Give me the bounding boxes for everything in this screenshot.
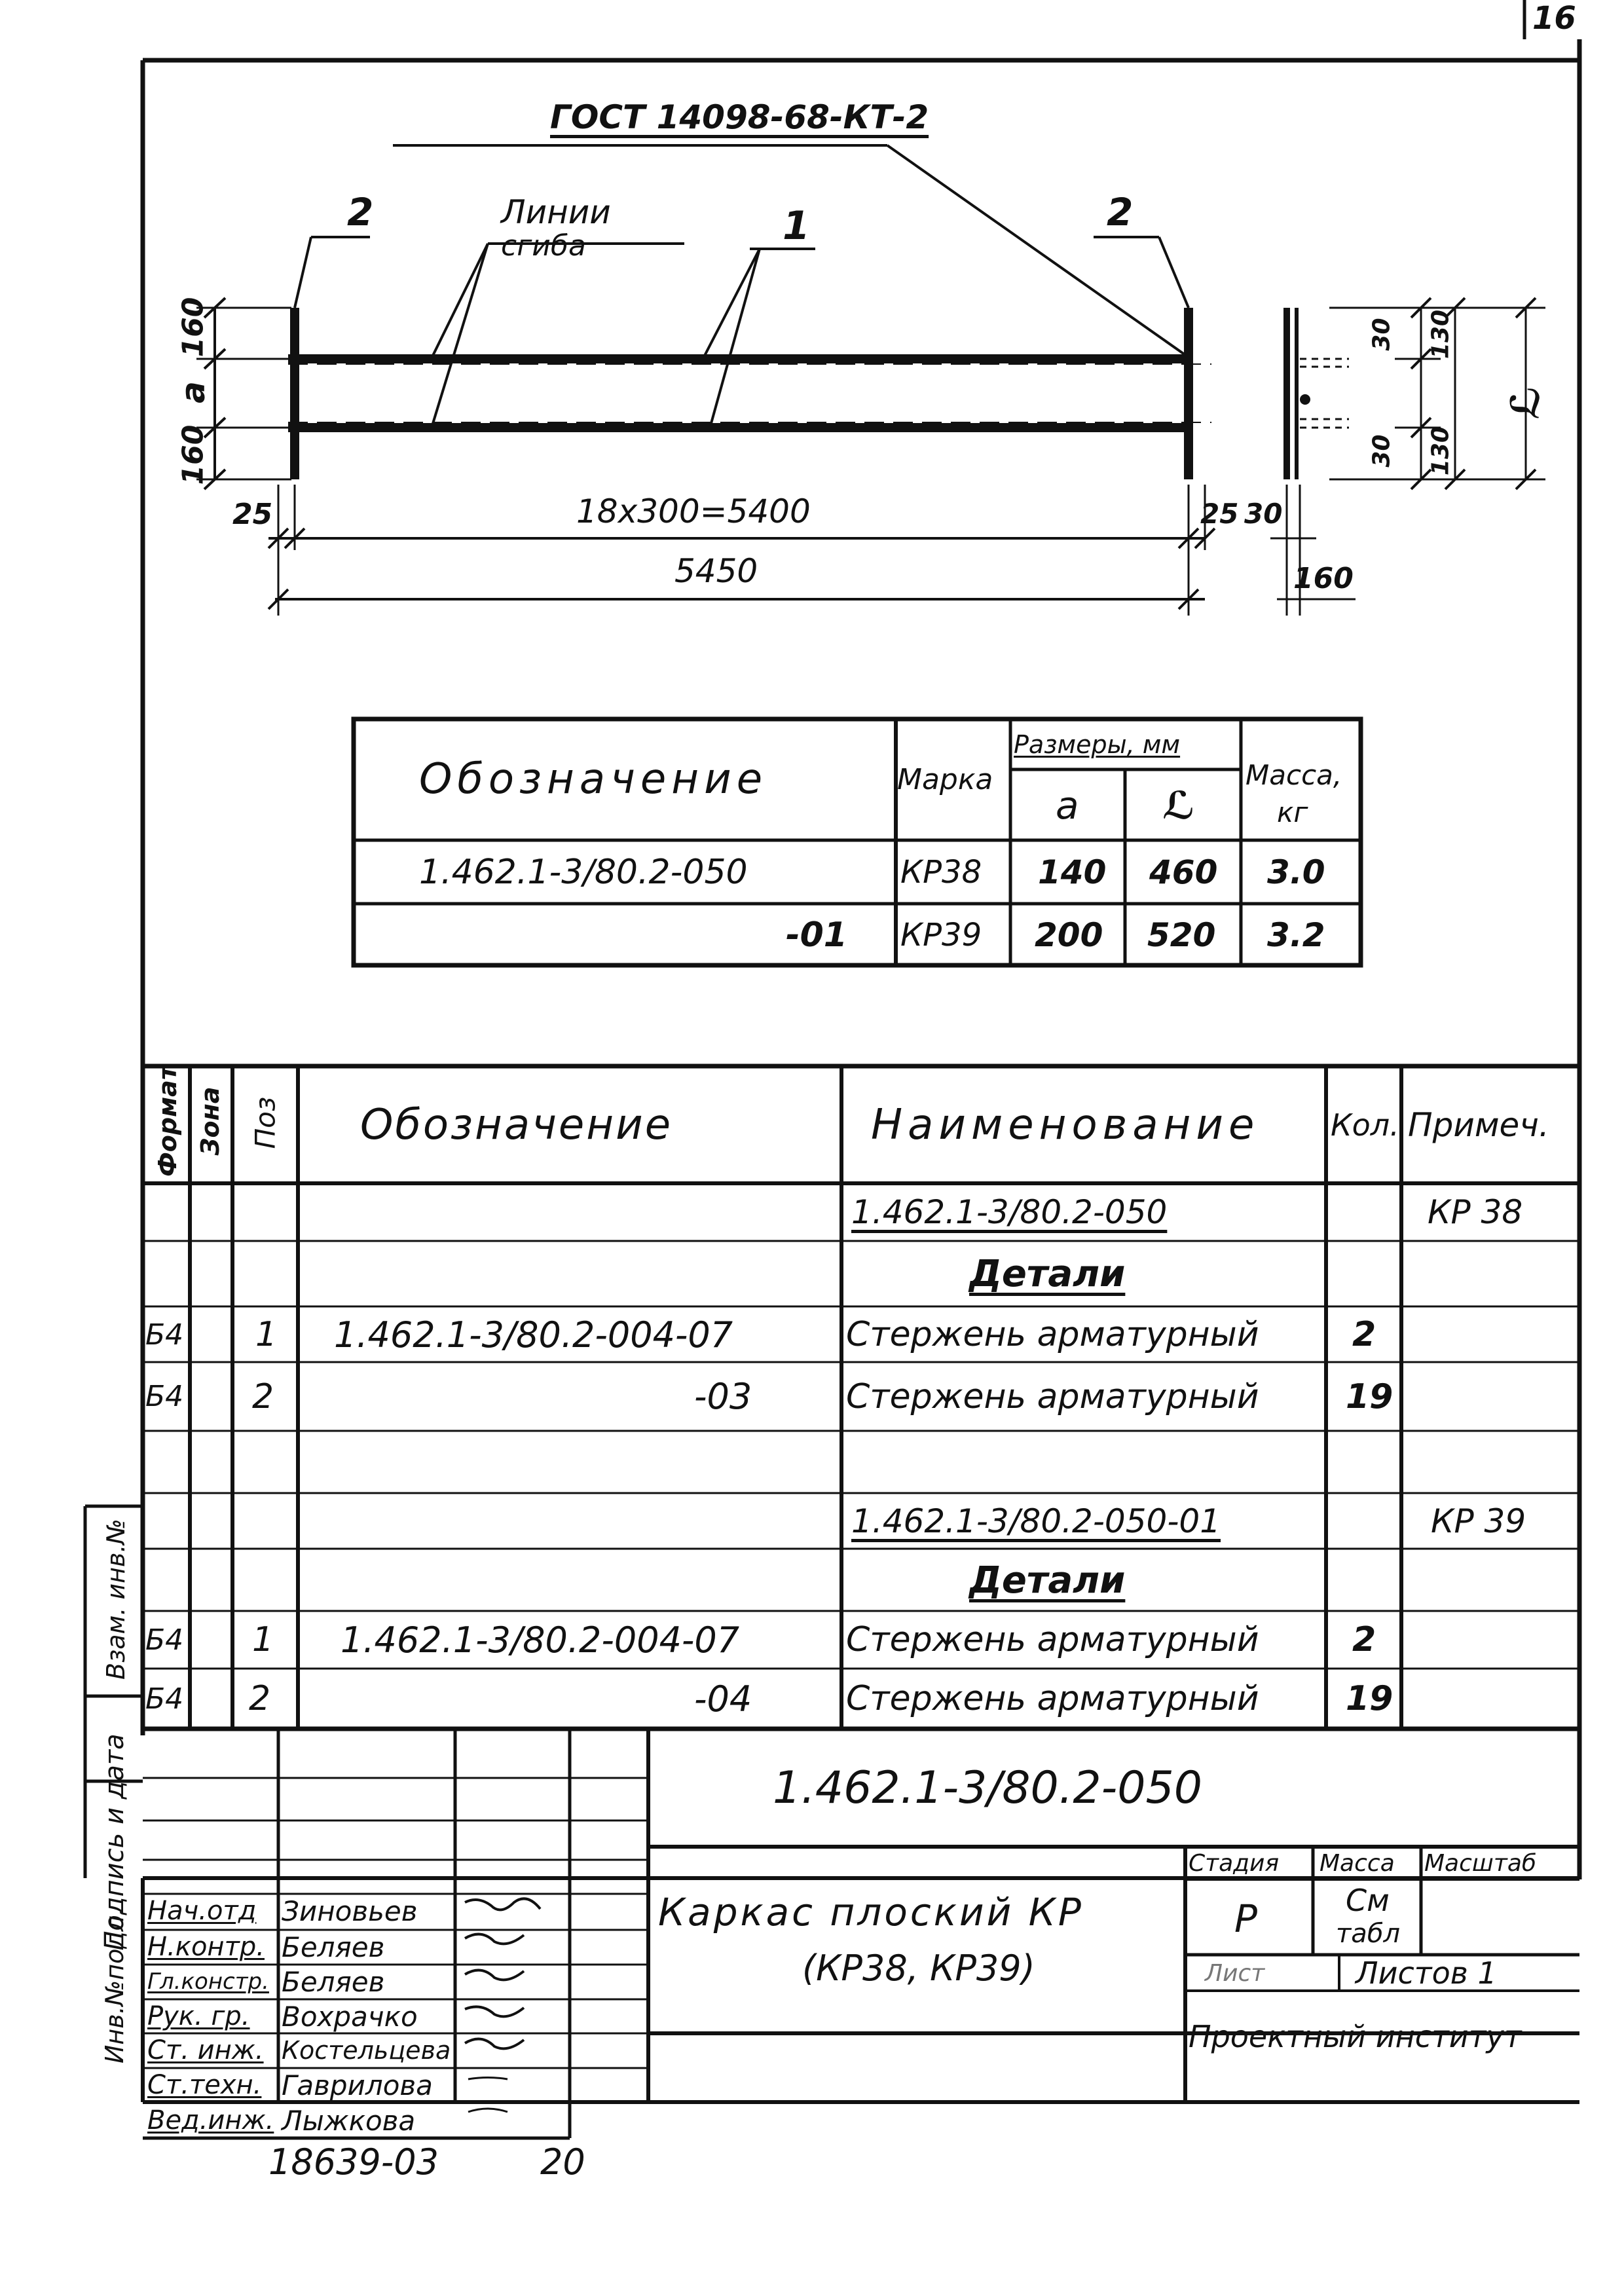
sizes-row-2-designation: -01 [786,915,847,955]
standard-callout: ГОСТ 14098-68-КТ-2 [550,98,929,136]
archive-number: 18639-03 [268,2141,439,2183]
sizes-row-1-designation: 1.462.1-3/80.2-050 [419,853,748,892]
signature-role-6: Ст.техн. [147,2070,262,2100]
dim-spacing: 18x300=5400 [576,492,811,530]
side-stamp-replace-inv: Взам. инв.№ [101,1519,130,1680]
sizes-row-2-mass: 3.2 [1267,916,1325,954]
sizes-header-designation: Обозначение [419,755,768,804]
footer-page: 20 [540,2141,585,2183]
sizes-header-l: ℒ [1162,783,1195,828]
spec-row-1-note: КР 38 [1428,1192,1523,1231]
callout-2-left: 2 [347,190,374,234]
spec-row-8-qty: 2 [1352,1620,1376,1659]
side-130-bottom: 130 [1427,426,1454,476]
sizes-header-mass: Масса, [1246,758,1342,791]
stage-label: Стадия [1189,1849,1280,1877]
mass-label: Масса [1320,1849,1395,1877]
bend-lines-label-2: сгиба [501,229,587,263]
spec-row-9-qty: 19 [1346,1679,1393,1718]
dim-160-bottom: 160 [1293,562,1354,595]
side-30-top: 30 [1368,318,1395,351]
spec-row-4-designation: -03 [694,1376,752,1417]
sizes-row-1-l: 460 [1149,853,1218,891]
organization: Проектный институт [1189,2019,1522,2054]
dim-left-bottom: 160 [176,424,210,485]
side-stamp-inv: Инв.№подл. [100,1908,129,2064]
sizes-row-1-mark: КР38 [900,854,982,891]
spec-row-8-designation: 1.462.1-3/80.2-004-07 [341,1619,740,1661]
spec-row-4-pos: 2 [252,1377,274,1416]
spec-row-9-name: Стержень арматурный [846,1679,1259,1718]
spec-row-9-pos: 2 [249,1679,271,1718]
signature-role-5: Ст. инж. [147,2035,264,2065]
title-line-2: (КР38, КР39) [802,1947,1035,1989]
mass-value-2: табл [1336,1919,1401,1949]
bend-lines-label-1: Линии [501,193,611,231]
spec-header-note: Примеч. [1408,1105,1549,1144]
spec-row-8-pos: 1 [252,1620,274,1659]
spec-row-3-pos: 1 [255,1315,278,1354]
signature-name-5: Костельцева [282,2036,451,2065]
sheet-label: Лист [1205,1959,1265,1987]
spec-row-4-name: Стержень арматурный [846,1377,1259,1416]
sizes-row-2-a: 200 [1035,916,1103,954]
spec-row-9-format: Б4 [145,1682,184,1716]
spec-header-zone: Зона [196,1086,225,1156]
side-l: ℒ [1503,386,1549,420]
spec-row-6-note: КР 39 [1431,1502,1526,1540]
spec-header-pos: Поз [249,1096,282,1149]
signature-name-2: Беляев [282,1931,385,1963]
sizes-row-1-mass: 3.0 [1267,853,1325,891]
spec-row-3-format: Б4 [145,1318,184,1352]
signature-name-3: Беляев [282,1965,385,1998]
signature-name-1: Зиновьев [282,1894,418,1927]
scale-label: Масштаб [1424,1849,1537,1877]
sizes-header-a: a [1056,783,1079,828]
spec-row-8-name: Стержень арматурный [846,1620,1259,1659]
spec-row-6-name: 1.462.1-3/80.2-050-01 [851,1502,1221,1540]
document-code: 1.462.1-3/80.2-050 [773,1762,1202,1814]
signature-name-7: Лыжкова [282,2104,416,2137]
side-130-top: 130 [1427,309,1454,360]
spec-row-8-format: Б4 [145,1623,184,1657]
spec-row-4-format: Б4 [145,1380,184,1413]
spec-row-9-designation: -04 [694,1678,752,1720]
signature-name-4: Вохрачко [282,2000,418,2033]
dim-left-a: a [174,381,212,403]
sizes-row-1-a: 140 [1038,853,1107,891]
page-number: 16 [1532,0,1576,37]
dim-30-bottom: 30 [1244,498,1283,530]
sizes-header-sizes: Размеры, мм [1014,730,1181,759]
callout-1: 1 [783,203,810,249]
title-line-1: Каркас плоский КР [658,1890,1084,1934]
signature-role-4: Рук. гр. [147,2001,250,2031]
dim-total: 5450 [674,552,758,590]
spec-row-3-name: Стержень арматурный [846,1315,1259,1354]
dim-left-top: 160 [176,297,210,358]
spec-row-7-name: Детали [969,1559,1126,1602]
side-30-bottom: 30 [1368,434,1395,468]
dim-25-left: 25 [232,498,273,531]
spec-header-qty: Кол. [1331,1107,1399,1143]
side-stamp-signature-date: Подпись и дата [100,1733,130,1951]
signature-role-3: Гл.констр. [147,1968,269,1995]
signature-name-6: Гаврилова [282,2069,433,2101]
sheets-label: Листов 1 [1356,1955,1497,1991]
spec-row-3-qty: 2 [1352,1315,1376,1354]
mass-value-1: См [1346,1883,1390,1918]
stage-value: Р [1234,1896,1257,1941]
sizes-row-2-l: 520 [1147,916,1216,954]
sizes-header-mass-unit: кг [1277,796,1308,828]
signature-role-7: Вед.инж. [147,2105,274,2135]
spec-header-designation: Обозначение [360,1100,673,1149]
spec-row-4-qty: 19 [1346,1377,1393,1416]
signature-role-2: Н.контр. [147,1932,265,1962]
dim-25-right: 25 [1200,498,1239,530]
callout-2-right: 2 [1107,190,1134,234]
sizes-row-2-mark: КР39 [900,917,982,953]
spec-header-name: Наименование [871,1100,1260,1149]
spec-row-1-name: 1.462.1-3/80.2-050 [851,1192,1168,1231]
spec-row-3-designation: 1.462.1-3/80.2-004-07 [334,1314,733,1356]
sizes-header-mark: Марка [897,762,993,796]
spec-header-format: Формат [153,1065,182,1177]
signature-role-1: Нач.отд [147,1896,257,1926]
spec-row-2-name: Детали [969,1253,1126,1295]
